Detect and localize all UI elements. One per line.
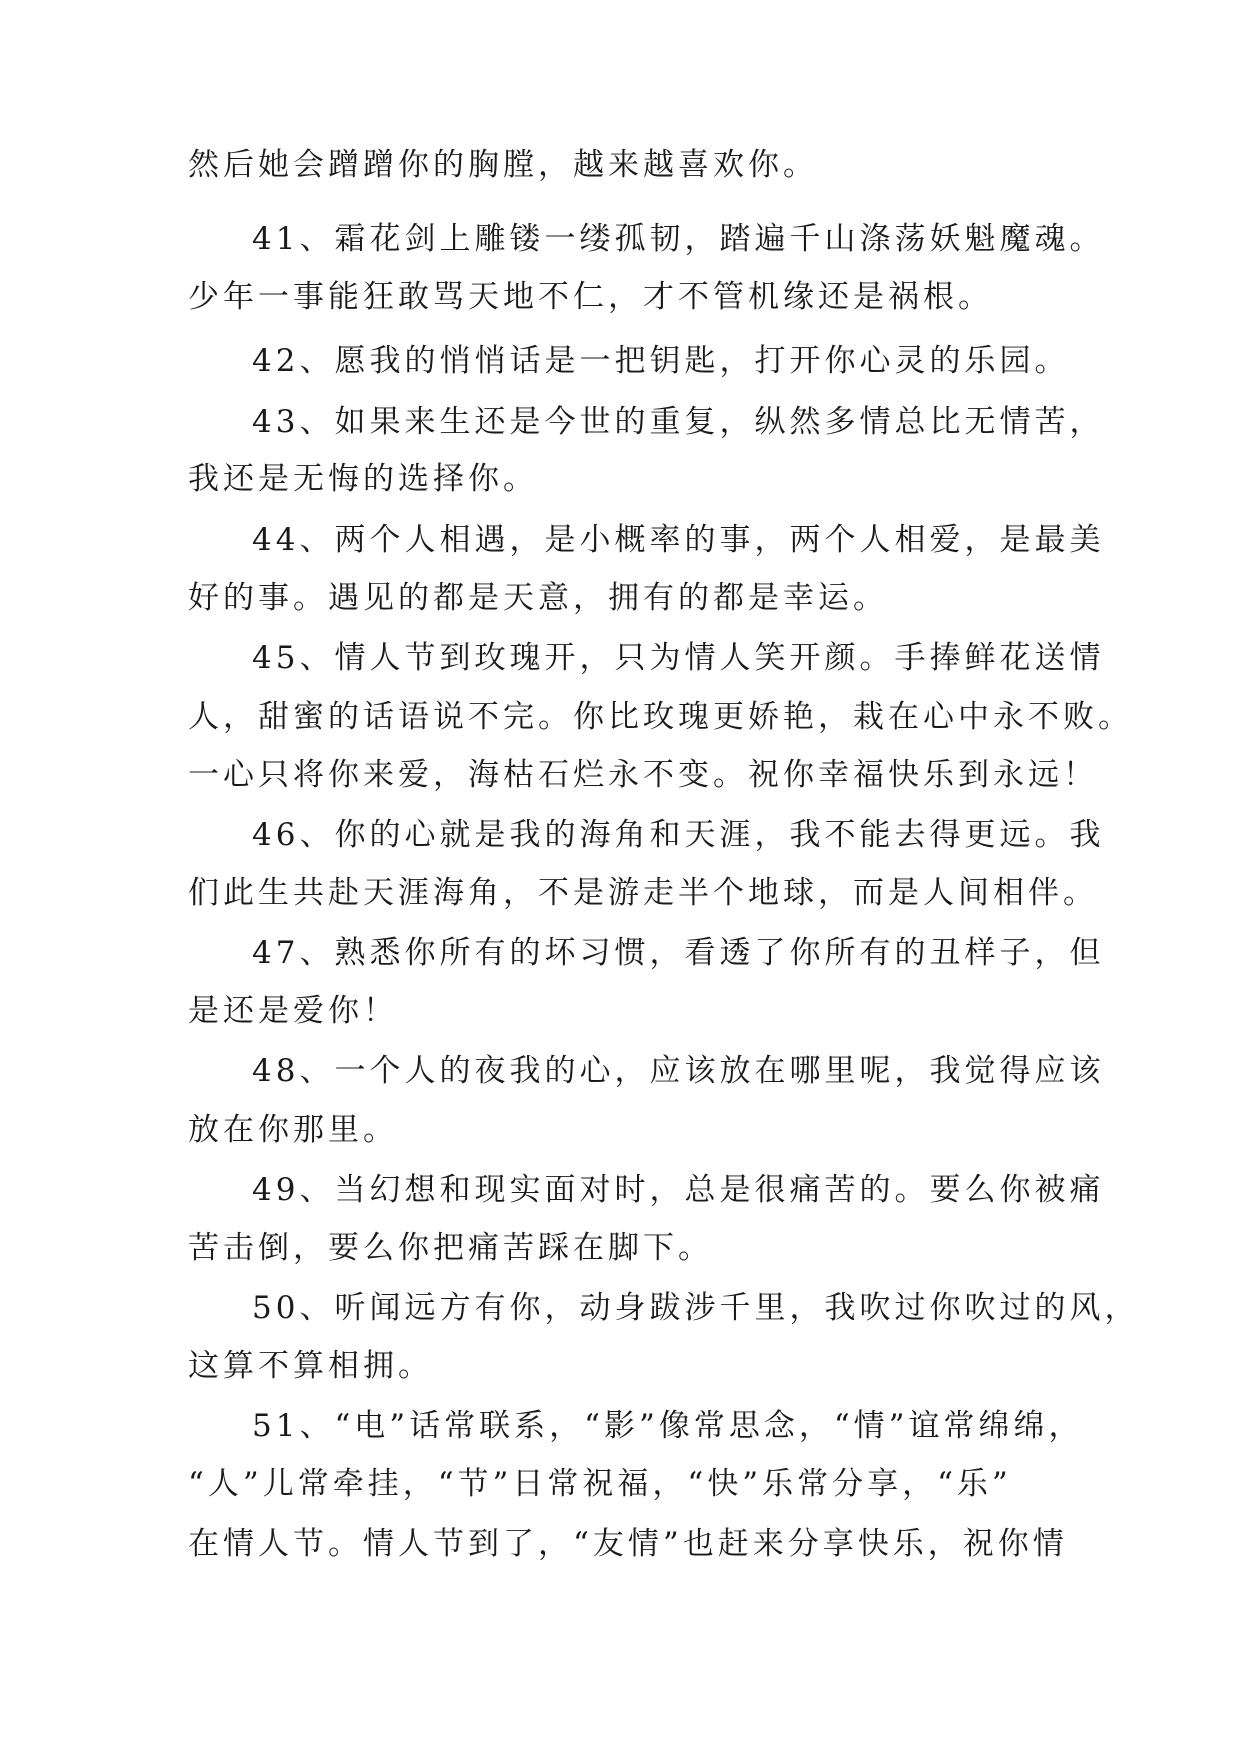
text-line: 苦击倒，要么你把痛苦踩在脚下。	[188, 1230, 713, 1266]
text-line: 好的事。遇见的都是天意，拥有的都是幸运。	[188, 580, 888, 616]
text-line: 49、当幻想和现实面对时，总是很痛苦的。要么你被痛	[252, 1172, 1105, 1208]
text-line: 43、如果来生还是今世的重复，纵然多情总比无情苦，	[252, 404, 1105, 440]
text-line: 42、愿我的悄悄话是一把钥匙，打开你心灵的乐园。	[252, 343, 1070, 379]
text-line: 50、听闻远方有你，动身跋涉千里，我吹过你吹过的风，	[252, 1290, 1140, 1326]
text-line: 这算不算相拥。	[188, 1348, 433, 1384]
text-line: 放在你那里。	[188, 1112, 398, 1148]
text-line: 41、霜花剑上雕镂一缕孤韧，踏遍千山涤荡妖魁魔魂。	[252, 221, 1105, 257]
text-line: “人”儿常牵挂，“节”日常祝福，“快”乐常分享，“乐”	[188, 1466, 1012, 1502]
text-line: 我还是无悔的选择你。	[188, 461, 538, 497]
text-line: 44、两个人相遇，是小概率的事，两个人相爱，是最美	[252, 522, 1105, 558]
text-line: 45、情人节到玫瑰开，只为情人笑开颜。手捧鲜花送情	[252, 640, 1105, 676]
text-line: 46、你的心就是我的海角和天涯，我不能去得更远。我	[252, 817, 1105, 853]
text-line: 然后她会蹭蹭你的胸膛，越来越喜欢你。	[188, 147, 818, 183]
text-line: 一心只将你来爱，海枯石烂永不变。祝你幸福快乐到永远！	[188, 757, 1098, 793]
text-line: 们此生共赴天涯海角，不是游走半个地球，而是人间相伴。	[188, 875, 1098, 911]
text-line: 少年一事能狂敢骂天地不仁，才不管机缘还是祸根。	[188, 279, 993, 315]
text-line: 人，甜蜜的话语说不完。你比玫瑰更娇艳，栽在心中永不败。	[188, 699, 1133, 735]
text-line: 是还是爱你！	[188, 993, 398, 1029]
text-line: 51、“电”话常联系，“影”像常思念，“情”谊常绵绵，	[252, 1408, 1084, 1444]
text-line: 48、一个人的夜我的心，应该放在哪里呢，我觉得应该	[252, 1053, 1105, 1089]
text-line: 47、熟悉你所有的坏习惯，看透了你所有的丑样子，但	[252, 935, 1105, 971]
text-line: 在情人节。情人节到了，“友情”也赶来分享快乐，祝你情	[188, 1526, 1068, 1562]
